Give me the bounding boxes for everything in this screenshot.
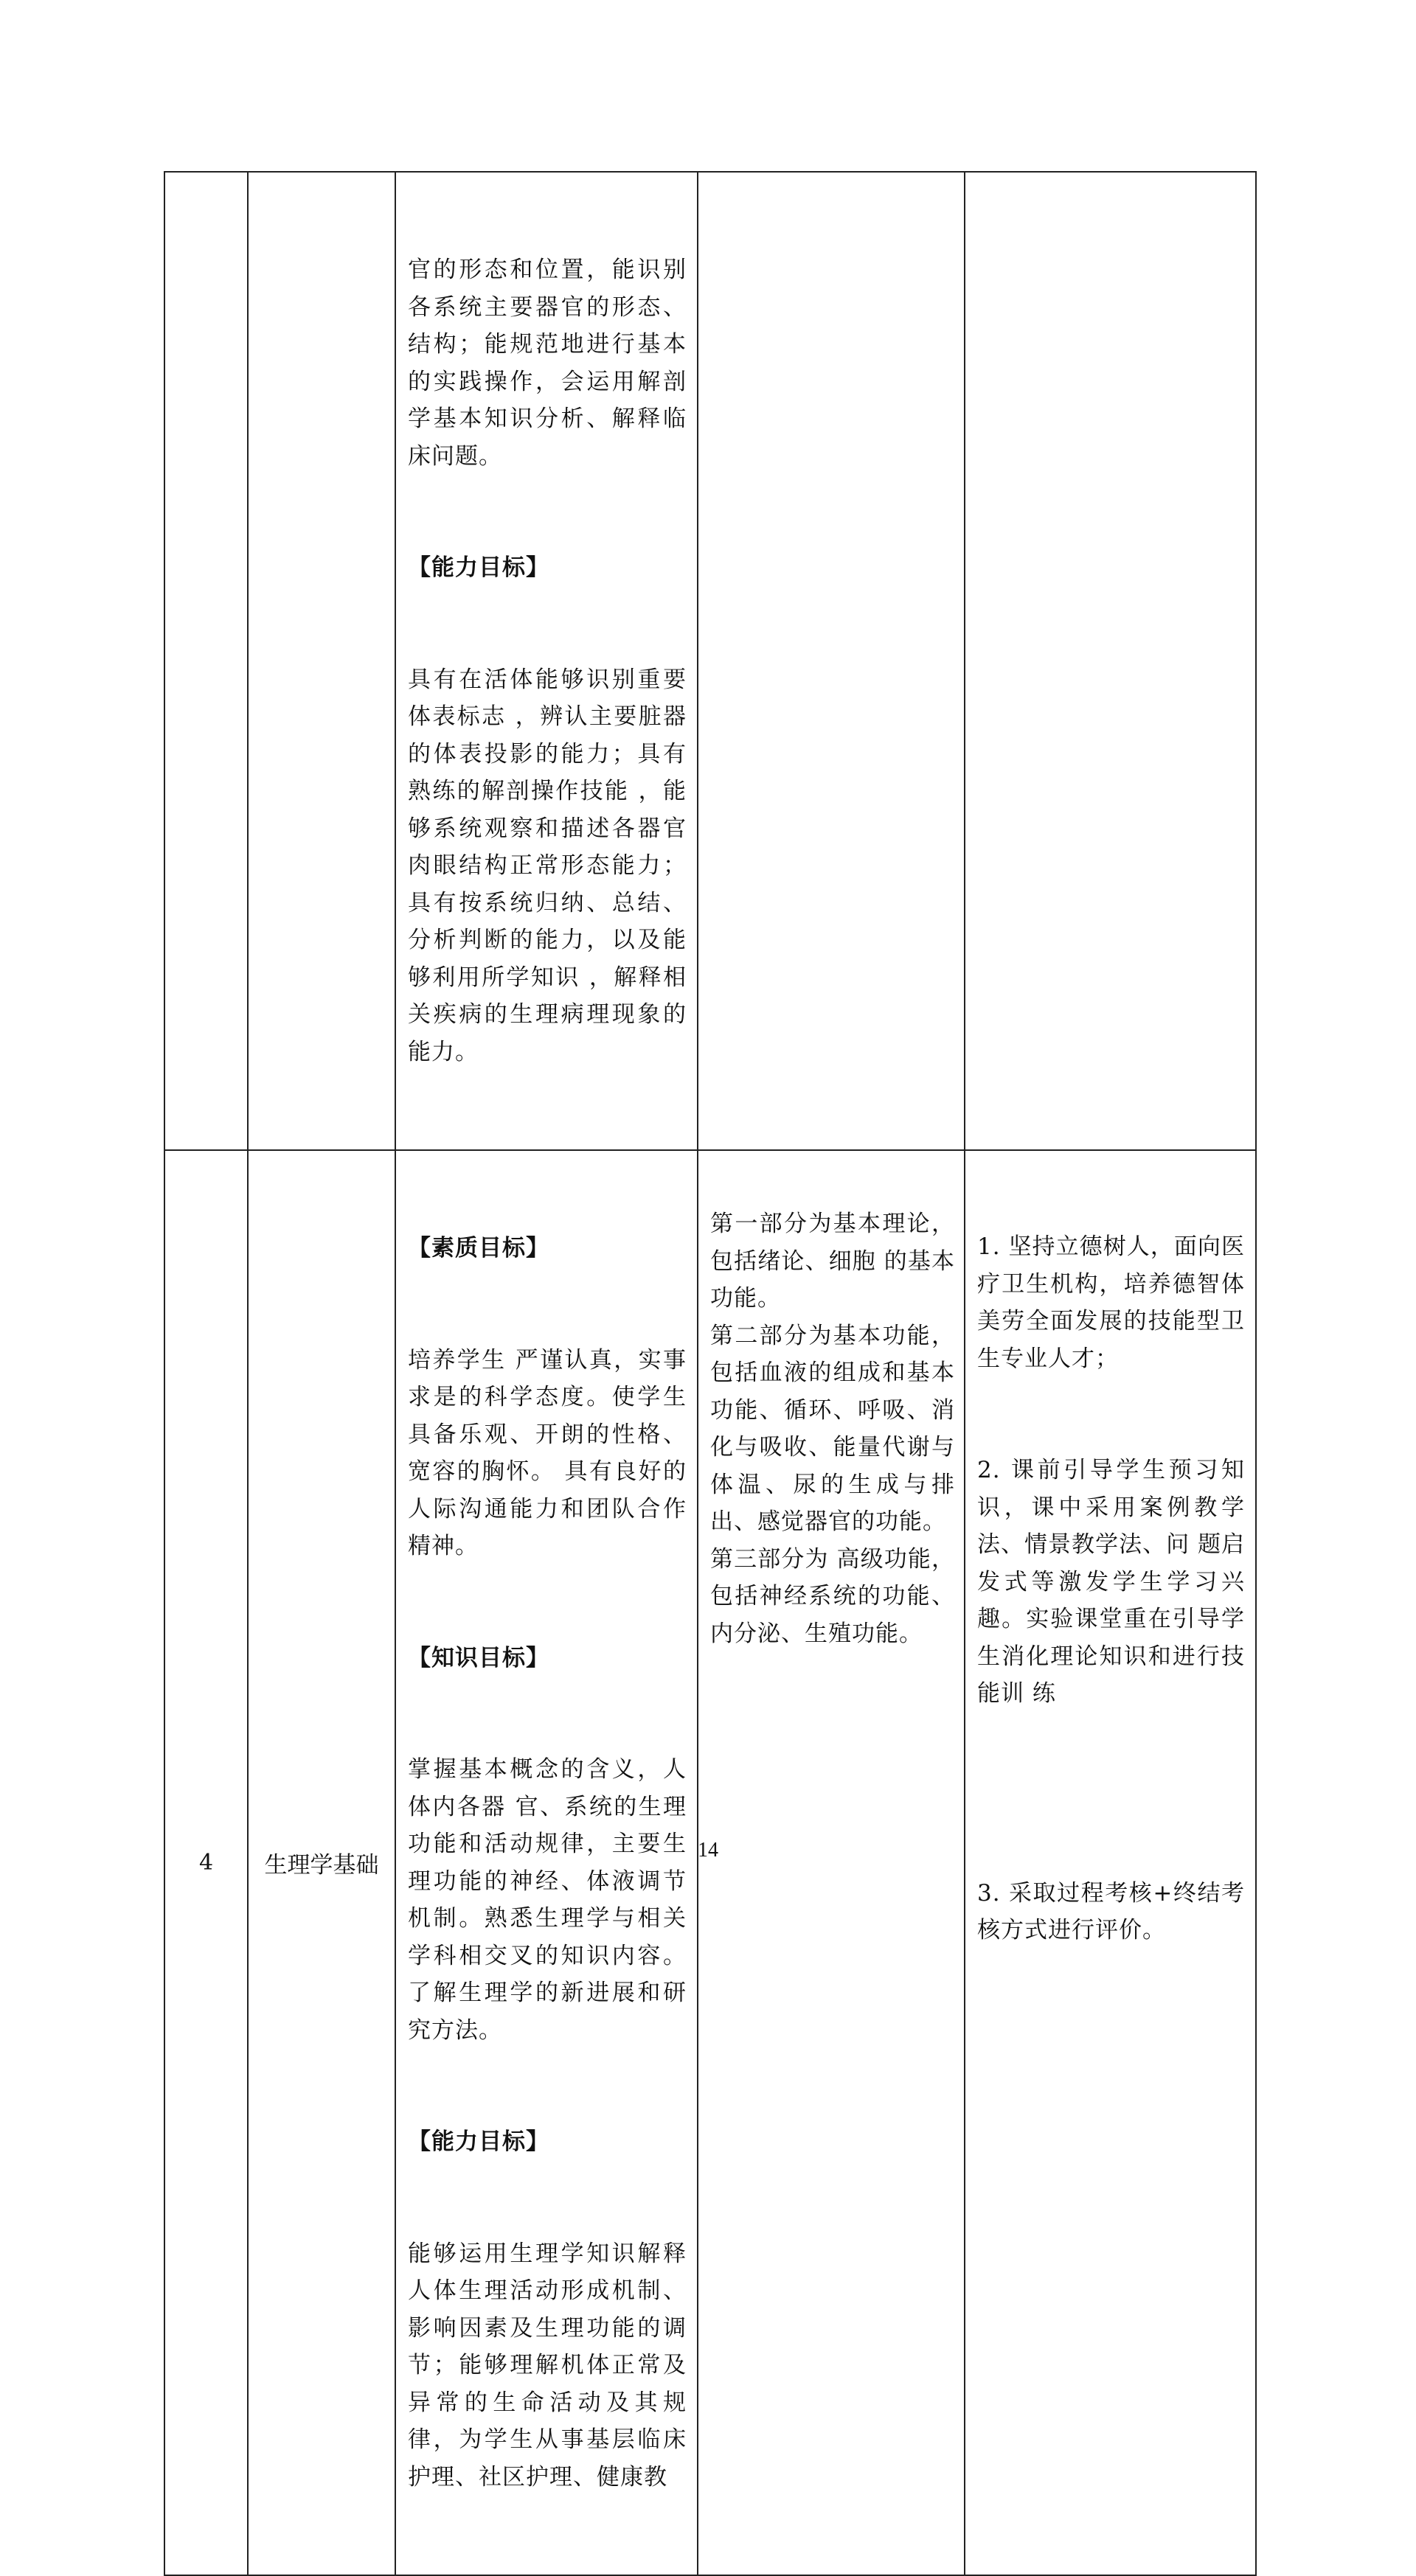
method-item-2: 2. 课前引导学生预习知识，课中采用案例教学法、情景教学法、问 题启发式等激发学生学习兴趣。实验课堂重在引导学生消化理论知识和进行技能训 练 [977,1457,1245,1707]
goal-knowledge-continued: 官的形态和位置，能识别各系统主要器官的形态、结构；能规范地进行基本的实践操作，会运用解剖学基本知识分析、解释临床问题。 [408,257,687,470]
quality-goal-text: 培养学生 严谨认真，实事求是的科学态度。使学生具备乐观、开朗的性格、宽容的胸怀。 具有良好的人际沟通能力和团队合作精神。 [408,1346,687,1559]
ability-goal-heading: 【能力目标】 [408,554,549,581]
ability-goal-text: 能够运用生理学知识解释人体生理活动形成机制、影响因素及生理功能的调节；能够理解机体正常及异常的生命活动及其规律，为学生从事基层临床护理、社区护理、健康教 [408,2240,687,2490]
method-item-1: 1. 坚持立德树人，面向医疗卫生机构，培养德智体美劳全面发展的技能型卫生专业人才； [977,1233,1245,1372]
quality-goal-heading: 【素质目标】 [408,1235,549,1261]
table-row [164,172,1256,1150]
goals-cell [395,172,698,1150]
ability-goal-heading: 【能力目标】 [408,2128,549,2155]
course-name-cell [248,172,395,1150]
content-cell [698,172,965,1150]
method-item-3: 3. 采取过程考核+终结考核方式进行评价。 [977,1879,1245,1943]
course-name-cell: 生理学基础 [248,1150,395,2575]
content-cell [698,1150,965,2575]
row-number-cell [164,172,248,1150]
method-cell [965,172,1256,1150]
table-row [164,1150,1256,2575]
method-cell [965,1150,1256,2575]
knowledge-goal-heading: 【知识目标】 [408,1644,549,1671]
knowledge-goal-text: 掌握基本概念的含义，人体内各器 官、系统的生理功能和活动规律，主要生理功能的神经、体液调节机制。熟悉生理学与相关学科相交叉的知识内容。了解生理学的新进展和研究方法。 [408,1756,687,2044]
page-number: 14 [698,1839,718,1862]
ability-goal-text: 具有在活体能够识别重要体表标志 ，辨认主要脏器的体表投影的能力；具有熟练的解剖操作技能 ，能够系统观察和描述各器官肉眼结构正常形态能力；具有按系统归纳、总结、分析判断的能力，以及能够利用所学知识 ，解释相关疾病的生理病理现象的能力。 [408,666,687,1065]
spacer [977,1787,1245,1800]
row-number-cell: 4 [164,1150,248,2575]
course-content-text: 第一部分为基本理论，包括绪论、细胞 的基本功能。 第二部分为基本功能，包括血液的组成和基本功能、循环、呼吸、消化与吸收、能量代谢与体温、尿的生成与排出、感觉器官的功能。 第三部分为 高级功能，包括神经系统的功能、内分泌、生殖功能。 [710,1211,955,1647]
goals-cell [395,1150,698,2575]
course-table [164,171,1257,2576]
